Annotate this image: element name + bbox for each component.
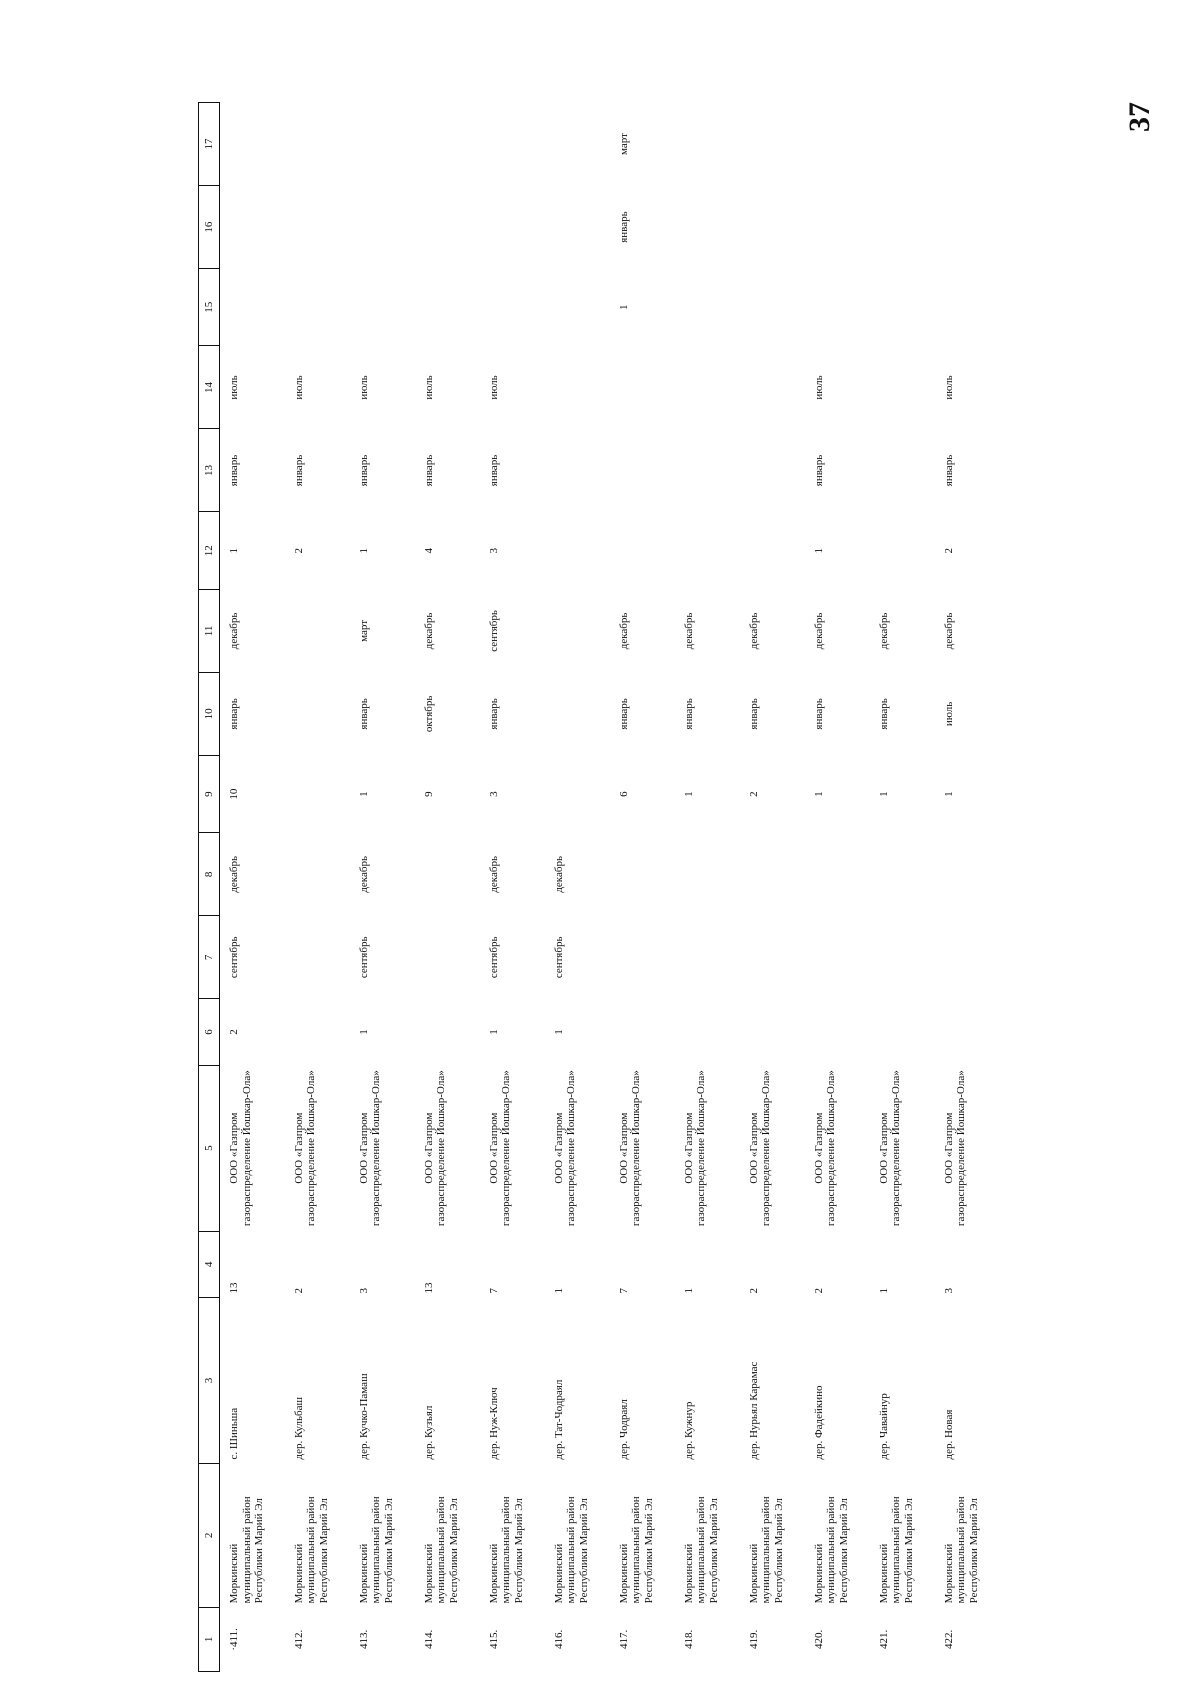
table-cell: январь — [877, 698, 890, 730]
table-cell — [675, 186, 740, 269]
table-cell: ООО «Газпром газораспределение Йошкар-Ола» — [552, 1070, 578, 1227]
table-row — [675, 103, 740, 1672]
table-cell — [285, 186, 350, 269]
table-cell: 1 — [877, 791, 890, 797]
table-cell — [480, 103, 545, 186]
table-cell: 7 — [617, 1288, 630, 1294]
table-cell: 1 — [357, 1029, 370, 1035]
table-cell — [805, 833, 870, 916]
table-cell — [805, 999, 870, 1065]
table-cell — [675, 346, 740, 429]
table-cell — [545, 186, 610, 269]
table-cell: 9 — [422, 791, 435, 797]
table-cell: 412. — [292, 1629, 305, 1650]
table-cell: дер. Нурьял Карамас — [747, 1361, 760, 1460]
table-cell — [220, 186, 285, 269]
table-cell — [610, 346, 675, 429]
table-cell — [545, 512, 610, 589]
table-cell: ООО «Газпром газораспределение Йошкар-Ола» — [877, 1070, 903, 1227]
table-cell — [285, 269, 350, 346]
table-cell: дер. Чавайнур — [877, 1393, 890, 1460]
table-cell — [675, 269, 740, 346]
table-cell — [740, 999, 805, 1065]
table-cell: январь — [617, 698, 630, 730]
table-cell: 1 — [487, 1029, 500, 1035]
table-cell: 1 — [357, 791, 370, 797]
table-cell: июль — [942, 701, 955, 727]
column-header: 7 — [199, 916, 220, 999]
table-cell: январь — [487, 454, 500, 487]
table-row — [870, 103, 935, 1672]
table-cell: январь — [422, 454, 435, 487]
table-cell: Моркинский муниципальный район Республики Марий Эл — [228, 1496, 266, 1604]
table-row — [935, 103, 1000, 1672]
table-cell: июль — [357, 375, 370, 400]
table-row — [350, 103, 415, 1672]
table-cell: дер. Фадейкино — [812, 1385, 825, 1460]
table-cell: ООО «Газпром газораспределение Йошкар-Ола» — [422, 1070, 448, 1227]
table-cell: с. Шиньша — [228, 1407, 240, 1460]
table-cell — [870, 346, 935, 429]
table-cell: 421. — [877, 1629, 890, 1650]
table-cell: дер. Кучко-Памаш — [357, 1373, 370, 1460]
table-cell: январь — [228, 698, 240, 730]
table-cell: дер. Новая — [942, 1409, 955, 1460]
table-cell: июль — [292, 375, 305, 400]
table-cell — [545, 755, 610, 832]
table-cell: дер. Тат-Чодраял — [552, 1379, 565, 1460]
table-cell: ООО «Газпром газораспределение Йошкар-Ола» — [292, 1070, 318, 1227]
table-cell: ООО «Газпром газораспределение Йошкар-Ола» — [812, 1070, 838, 1227]
table-cell: Моркинский муниципальный район Республики Марий Эл — [812, 1496, 850, 1604]
table-cell — [935, 269, 1000, 346]
table-cell: Моркинский муниципальный район Республики Марий Эл — [617, 1496, 655, 1604]
table-cell — [610, 429, 675, 512]
column-header: 17 — [199, 103, 220, 186]
table-cell: 417. — [617, 1629, 630, 1650]
table-cell: 2 — [292, 1288, 305, 1294]
table-cell: 413. — [357, 1629, 370, 1650]
table-cell: июль — [942, 375, 955, 400]
table-cell: 2 — [812, 1288, 825, 1294]
table-cell — [675, 429, 740, 512]
table-cell — [285, 589, 350, 672]
table-cell: Моркинский муниципальный район Республики Марий Эл — [292, 1496, 330, 1604]
table-cell: декабрь — [747, 612, 760, 650]
table-cell: 2 — [228, 1029, 240, 1035]
table-cell: декабрь — [357, 856, 370, 893]
table-cell: январь — [228, 454, 240, 487]
table-cell: 1 — [877, 1288, 890, 1294]
table-cell — [545, 103, 610, 186]
table-cell: ·411. — [228, 1628, 240, 1651]
table-row — [480, 103, 545, 1672]
table-cell: 1 — [812, 547, 825, 554]
table-cell: декабрь — [422, 612, 435, 650]
table-cell: 1 — [228, 547, 240, 554]
table-cell: сентябрь — [228, 936, 240, 979]
table-cell: 2 — [747, 791, 760, 797]
table-row — [545, 103, 610, 1672]
table-cell — [805, 916, 870, 999]
table-cell — [285, 916, 350, 999]
table-cell — [610, 833, 675, 916]
table-cell: июль — [422, 375, 435, 400]
table-cell: 2 — [292, 547, 305, 554]
table-cell — [285, 672, 350, 755]
table-cell: дер. Кужнур — [682, 1401, 695, 1460]
column-header: 3 — [199, 1298, 220, 1464]
table-cell: 422. — [942, 1629, 955, 1650]
table-cell — [870, 999, 935, 1065]
table-cell: ООО «Газпром газораспределение Йошкар-Ола» — [228, 1070, 253, 1227]
table-cell — [610, 512, 675, 589]
table-cell: дер. Чодраял — [617, 1399, 630, 1460]
column-header: 9 — [199, 755, 220, 832]
table-cell: март — [617, 133, 630, 155]
table-cell: декабрь — [682, 612, 695, 650]
table-row — [740, 103, 805, 1672]
table-cell: дер. Нуж-Ключ — [487, 1387, 500, 1460]
table-cell — [285, 755, 350, 832]
table-cell: 3 — [942, 1288, 955, 1294]
table-cell: декабрь — [942, 612, 955, 650]
table-cell: январь — [357, 454, 370, 487]
table-cell — [285, 999, 350, 1065]
table-cell: январь — [942, 454, 955, 487]
column-header: 5 — [199, 1065, 220, 1231]
table-cell: 3 — [487, 791, 500, 797]
table-cell — [350, 103, 415, 186]
table-cell: 7 — [487, 1288, 500, 1294]
table-cell: 416. — [552, 1629, 565, 1650]
table-cell: 2 — [942, 547, 955, 554]
table-cell — [545, 589, 610, 672]
table-cell: ООО «Газпром газораспределение Йошкар-Ола» — [357, 1070, 383, 1227]
table-cell: Моркинский муниципальный район Республики Марий Эл — [877, 1496, 915, 1604]
table-cell — [935, 833, 1000, 916]
table-cell: октябрь — [422, 695, 435, 733]
table-cell — [545, 269, 610, 346]
column-header: 1 — [199, 1607, 220, 1671]
table-cell: Моркинский муниципальный район Республики Марий Эл — [747, 1496, 785, 1604]
table-cell — [740, 833, 805, 916]
table-cell: январь — [292, 454, 305, 487]
column-header: 8 — [199, 833, 220, 916]
table-cell: 6 — [617, 791, 630, 797]
table-cell — [415, 833, 480, 916]
table-cell: 13 — [228, 1282, 240, 1294]
table-cell: сентябрь — [487, 936, 500, 979]
table-cell: ООО «Газпром газораспределение Йошкар-Ола» — [682, 1070, 708, 1227]
table-cell — [480, 269, 545, 346]
table-cell: 10 — [228, 788, 240, 800]
table-cell — [675, 833, 740, 916]
table-cell — [480, 186, 545, 269]
table-cell: ООО «Газпром газораспределение Йошкар-Ола» — [747, 1070, 773, 1227]
table-cell — [415, 916, 480, 999]
column-header: 13 — [199, 429, 220, 512]
table-cell: ООО «Газпром газораспределение Йошкар-Ола» — [617, 1070, 643, 1227]
column-header: 14 — [199, 346, 220, 429]
table-cell — [350, 269, 415, 346]
table-cell: 2 — [747, 1288, 760, 1294]
table-cell: март — [357, 619, 370, 642]
table-cell: ООО «Газпром газораспределение Йошкар-Ола» — [487, 1070, 513, 1227]
table-cell — [740, 916, 805, 999]
table-cell: 418. — [682, 1629, 695, 1650]
column-header: 4 — [199, 1231, 220, 1297]
table-cell: Моркинский муниципальный район Республики Марий Эл — [487, 1496, 525, 1604]
table-cell — [805, 186, 870, 269]
table-row — [285, 103, 350, 1672]
table-cell — [675, 103, 740, 186]
table-cell: 419. — [747, 1629, 760, 1650]
table-cell — [870, 429, 935, 512]
table-cell — [805, 269, 870, 346]
table-cell: 1 — [682, 1288, 695, 1294]
table-cell: дер. Кульбаш — [292, 1397, 305, 1460]
table-cell — [350, 186, 415, 269]
table-cell — [415, 103, 480, 186]
table-cell — [740, 103, 805, 186]
table-cell — [415, 269, 480, 346]
table-cell — [740, 269, 805, 346]
table-cell: дер. Кузъял — [422, 1405, 435, 1460]
table-cell — [285, 103, 350, 186]
table-cell: 3 — [487, 547, 500, 554]
table-cell: Моркинский муниципальный район Республики Марий Эл — [552, 1496, 590, 1604]
table-cell — [740, 346, 805, 429]
table-cell — [675, 999, 740, 1065]
table-cell — [285, 833, 350, 916]
table-cell — [415, 999, 480, 1065]
table-cell — [415, 186, 480, 269]
column-header: 2 — [199, 1464, 220, 1608]
table-cell: сентябрь — [552, 936, 565, 979]
table-cell: июль — [228, 375, 240, 400]
table-cell — [220, 269, 285, 346]
table-cell — [740, 186, 805, 269]
table-cell — [610, 916, 675, 999]
schedule-table — [198, 102, 1000, 1672]
table-cell: декабрь — [552, 856, 565, 893]
table-body — [220, 103, 1000, 1672]
table-cell — [740, 429, 805, 512]
table-cell — [545, 429, 610, 512]
table-cell: 1 — [942, 791, 955, 797]
table-cell: ООО «Газпром газораспределение Йошкар-Ола» — [942, 1070, 968, 1227]
table-cell: 1 — [552, 1029, 565, 1035]
column-header: 10 — [199, 672, 220, 755]
table-cell — [545, 346, 610, 429]
table-cell — [870, 186, 935, 269]
table-cell: январь — [617, 211, 630, 243]
column-header: 6 — [199, 999, 220, 1065]
table-cell — [675, 916, 740, 999]
table-cell — [870, 512, 935, 589]
table-cell: январь — [747, 698, 760, 730]
table-cell: декабрь — [228, 612, 240, 650]
table-cell: январь — [682, 698, 695, 730]
column-header: 11 — [199, 589, 220, 672]
table-cell: январь — [487, 698, 500, 730]
table-cell: сентябрь — [357, 936, 370, 979]
table-row — [805, 103, 870, 1672]
table-cell — [870, 833, 935, 916]
table-cell — [870, 916, 935, 999]
table-cell — [740, 512, 805, 589]
table-cell — [935, 186, 1000, 269]
table-cell: 13 — [422, 1282, 435, 1294]
table-cell: январь — [812, 698, 825, 730]
table-cell: 420. — [812, 1629, 825, 1650]
table-cell: 4 — [422, 547, 435, 554]
table-cell — [935, 999, 1000, 1065]
table-cell: декабрь — [487, 856, 500, 893]
rotated-table-container — [198, 102, 998, 1672]
header-row — [199, 103, 220, 1672]
table-row — [610, 103, 675, 1672]
table-cell — [675, 512, 740, 589]
table-cell: декабрь — [812, 612, 825, 650]
table-cell: Моркинский муниципальный район Республики Марий Эл — [942, 1496, 980, 1604]
table-cell: Моркинский муниципальный район Республики Марий Эл — [357, 1496, 395, 1604]
table-cell: сентябрь — [487, 610, 500, 652]
table-cell: декабрь — [617, 612, 630, 650]
table-cell: 1 — [357, 547, 370, 554]
table-cell: Моркинский муниципальный район Республики Марий Эл — [422, 1496, 460, 1604]
table-cell: 1 — [552, 1288, 565, 1294]
table-cell: Моркинский муниципальный район Республики Марий Эл — [682, 1496, 720, 1604]
table-cell — [805, 103, 870, 186]
column-header: 16 — [199, 186, 220, 269]
table-cell: январь — [812, 454, 825, 487]
page-number: 37 — [1123, 102, 1156, 132]
table-cell: декабрь — [228, 856, 240, 893]
table-cell — [870, 269, 935, 346]
table-cell: 1 — [617, 304, 630, 311]
table-cell — [935, 103, 1000, 186]
table-row — [220, 103, 285, 1672]
table-cell: 3 — [357, 1288, 370, 1294]
table-cell: июль — [487, 375, 500, 400]
table-cell: январь — [357, 698, 370, 730]
table-cell: июль — [812, 375, 825, 400]
table-cell — [870, 103, 935, 186]
column-header: 12 — [199, 512, 220, 589]
table-cell: 415. — [487, 1629, 500, 1650]
table-cell: 414. — [422, 1629, 435, 1650]
table-cell — [610, 999, 675, 1065]
table-row — [415, 103, 480, 1672]
table-cell — [935, 916, 1000, 999]
table-cell: декабрь — [877, 612, 890, 650]
table-cell: 1 — [812, 791, 825, 797]
table-cell — [220, 103, 285, 186]
table-cell: 1 — [682, 791, 695, 797]
column-header: 15 — [199, 269, 220, 346]
table-cell — [545, 672, 610, 755]
